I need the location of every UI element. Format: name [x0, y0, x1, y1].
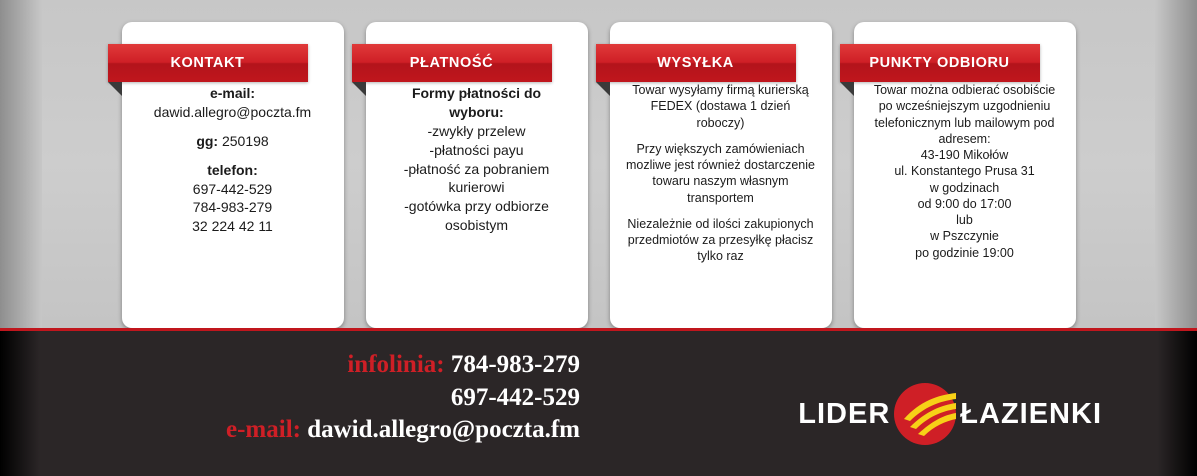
- card-text-line: osobistym: [444, 217, 509, 234]
- card-text-line: -płatność za pobraniem: [403, 160, 550, 177]
- card-text-line: lub: [956, 213, 973, 227]
- card-text-line: -płatności payu: [429, 141, 524, 158]
- card-text-line: telefonicznym lub mailowym pod: [874, 115, 1055, 130]
- footer-contact-value: 784-983-279: [450, 351, 580, 378]
- card-ribbon: [352, 44, 552, 82]
- card-text-line: towaru naszym własnym: [652, 174, 789, 189]
- info-card: [122, 22, 344, 328]
- footer-contact-label: infolinia:: [347, 351, 445, 378]
- card-text-line: Formy płatności do: [411, 85, 542, 101]
- card-text-label: gg:: [196, 132, 219, 149]
- footer-contact-value: 697-442-529: [450, 383, 580, 411]
- card-text-line: roboczy): [696, 115, 745, 130]
- spacer: [622, 131, 820, 141]
- card-text-line: -gotówka przy odbiorze: [404, 198, 549, 215]
- spacer: [134, 122, 332, 132]
- card-ribbon: [840, 44, 1040, 82]
- footer-contact-line: [110, 349, 580, 382]
- card-text-line: 43-190 Mikołów: [920, 148, 1009, 162]
- card-ribbon: [596, 44, 796, 82]
- card-text-line: telefon:: [207, 161, 258, 178]
- footer-bar: [0, 328, 1197, 476]
- ribbon-fold-shape: [840, 82, 854, 96]
- card-title: PŁATNOŚĆ: [352, 44, 552, 82]
- card-text-line: ul. Konstantego Prusa 31: [894, 164, 1035, 179]
- card-text-line: przedmiotów za przesyłkę płacisz: [627, 233, 814, 247]
- card-text-line: adresem:: [938, 131, 991, 146]
- card-text-line: tylko raz: [697, 249, 744, 264]
- card-text-line: Niezależnie od ilości zakupionych: [627, 216, 814, 231]
- info-card: [610, 22, 832, 328]
- card-text-line: od 9:00 do 17:00: [917, 196, 1012, 211]
- ribbon-fold-shape: [108, 82, 122, 96]
- card-text-line: wyboru:: [449, 103, 504, 120]
- card-text-line: po wcześniejszym uzgodnieniu: [878, 99, 1051, 114]
- card-text-line: transportem: [687, 190, 754, 205]
- card-ribbon: [108, 44, 308, 82]
- logo-swoosh-icon: [894, 383, 956, 445]
- card-text-line: Towar można odbierać osobiście: [873, 83, 1056, 97]
- footer-contact-block: [110, 349, 580, 447]
- logo-mark-icon: [894, 383, 956, 445]
- footer-contact-line: [110, 414, 580, 447]
- spacer: [622, 206, 820, 216]
- card-text-line: 784-983-279: [192, 199, 273, 216]
- spacer: [134, 151, 332, 161]
- info-card: [366, 22, 588, 328]
- card-text-line: dawid.allegro@poczta.fm: [153, 103, 312, 120]
- card-text-value: 250198: [218, 132, 269, 149]
- logo: [798, 383, 1102, 445]
- card-text-line: w Pszczynie: [930, 229, 999, 244]
- card-text-line: Przy większych zamówieniach: [636, 141, 805, 156]
- ribbon-fold-shape: [352, 82, 366, 96]
- card-text-line: kurierowi: [448, 179, 505, 196]
- card-text-line: -zwykły przelew: [427, 122, 526, 139]
- card-text-line: FEDEX (dostawa 1 dzień: [650, 99, 791, 114]
- card-text-line: w godzinach: [929, 180, 1000, 195]
- footer-contact-label: e-mail:: [226, 416, 301, 443]
- card-text-line: 32 224 42 11: [192, 218, 273, 235]
- card-title: WYSYŁKA: [596, 44, 796, 82]
- card-title: KONTAKT: [108, 44, 308, 82]
- card-text-line: 697-442-529: [192, 180, 273, 197]
- card-text-line: mozliwe jest również dostarczenie: [626, 158, 815, 172]
- footer-contact-line: [110, 382, 580, 415]
- card-text-line: po godzinie 19:00: [915, 245, 1014, 260]
- logo-word-lider: LIDER: [798, 397, 891, 430]
- card-text-line: e-mail:: [209, 85, 256, 101]
- footer-contact-value: dawid.allegro@poczta.fm: [307, 416, 580, 443]
- info-card: [854, 22, 1076, 328]
- ribbon-fold-shape: [596, 82, 610, 96]
- card-text-line: Towar wysyłamy firmą kurierską: [632, 83, 809, 97]
- logo-word-lazienki: ŁAZIENKI: [960, 397, 1102, 430]
- card-title: PUNKTY ODBIORU: [840, 44, 1040, 82]
- card-text-line: [134, 132, 332, 151]
